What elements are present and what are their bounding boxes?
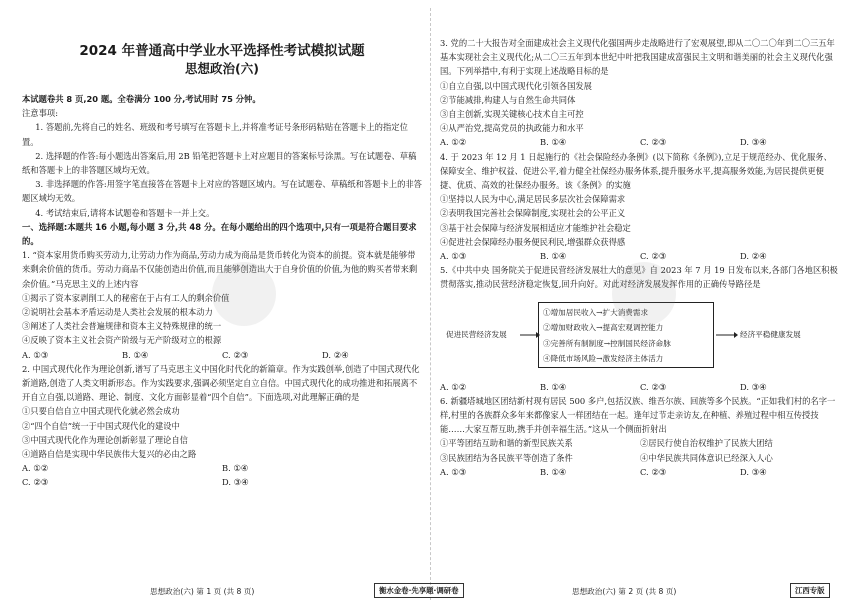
watermark-logo: [212, 262, 276, 326]
question-stem: 5.《中共中央 国务院关于促进民营经济发展壮大的意见》自 2023 年 7 月 19 日发布以来,各部门各地区积极贯彻落实,推动民营经济稳定恢复,回升向好。对此对经济发展发挥作用的正确传导路径是: [440, 265, 838, 290]
question-3: [440, 36, 840, 150]
option-b: B. ①④: [540, 251, 567, 262]
option-d: D. ③④: [740, 466, 767, 477]
question-item: ②“四个自信”统一于中国式现代化的建设中: [22, 420, 180, 431]
diagram-item: ④降低市场风险→激发经济主体活力: [543, 354, 664, 364]
option-b: B. ①④: [122, 349, 149, 360]
note-1: 1. 答题前,先将自己的姓名、班级和考号填写在答题卡上,并将准考证号条形码粘贴在答题卡上的指定位置。: [22, 122, 408, 147]
answer-options: [440, 465, 840, 479]
exam-intro: 本试题卷共 8 页,20 题。全卷满分 100 分,考试用时 75 分钟。: [22, 94, 261, 104]
question-item: ②节能减排,构建人与自然生命共同体: [440, 94, 576, 105]
answer-options: [440, 135, 840, 149]
watermark-logo: [612, 262, 676, 326]
question-item: ①自立自强,以中国式现代化引领各国发展: [440, 80, 592, 91]
left-column: [22, 0, 422, 490]
question-item: ④中华民族共同体意识已经深入人心: [640, 452, 773, 463]
option-d: D. ②④: [322, 349, 349, 360]
section-heading: 一、选择题:本题共 16 小题,每小题 3 分,共 48 分。在每小题给出的四个选项中,只有一项是符合题目要求的。: [22, 221, 417, 247]
answer-options: [22, 461, 422, 489]
question-item: ④从严治党,提高党员的执政能力和水平: [440, 123, 584, 134]
column-divider: [430, 8, 431, 600]
option-a: A. ①②: [440, 137, 467, 148]
option-a: A. ①③: [22, 349, 49, 360]
option-b: B. ①④: [540, 137, 567, 148]
option-c: C. ②③: [222, 349, 249, 360]
question-item: ①揭示了资本家剥削工人的秘密在于占有工人的剩余价值: [22, 292, 230, 303]
option-d: D. ③④: [740, 381, 767, 392]
question-6: [440, 394, 840, 479]
option-c: C. ②③: [640, 381, 667, 392]
answer-options: [440, 380, 840, 394]
question-stem: 2. 中国式现代化作为理论创新,谱写了马克思主义中国化时代化的新篇章。作为实践创举,创造了中国式现代化新道路,创造了人类文明新形态。作为实践要求,强调必须坚定自立自信。中国式现代化的成功推进和拓展离不开自立自强,以道路、理论、制度、文化方面彰显着“四个自信”。下面选项,对此理解正确的是: [22, 363, 420, 403]
page-footer-right: 思想政治(六) 第 2 页 (共 8 页): [572, 587, 677, 596]
question-item: ③自主创新,实现关键核心技术自主可控: [440, 109, 584, 120]
question-item: ①平等团结互助和谐的新型民族关系: [440, 438, 573, 449]
option-c: C. ②③: [22, 477, 49, 488]
question-item: ④促进社会保障经办服务便民利民,增强群众获得感: [440, 236, 626, 247]
option-d: D. ③④: [222, 477, 249, 488]
question-item: ①坚持以人民为中心,满足居民多层次社会保障需求: [440, 194, 626, 205]
option-b: B. ①④: [222, 463, 249, 474]
question-item: ③阐述了人类社会普遍规律和资本主义特殊规律的统一: [22, 321, 222, 332]
answer-options: [440, 249, 840, 263]
option-a: A. ①②: [440, 381, 467, 392]
page-footer-left: 思想政治(六) 第 1 页 (共 8 页): [150, 587, 255, 596]
question-stem: 4. 于 2023 年 12 月 1 日起施行的《社会保险经办条例》(以下简称《条例》),立足于规范经办、优化服务、保障安全、维护权益、促进公平,着力健全社保经办服务体系,提升服务水平,提高服务效能,为居民提供更便捷、优质、高效的社保经办服务。该《条例》的实施: [440, 151, 832, 191]
question-item: ④反映了资本主义社会资产阶级与无产阶级对立的根源: [22, 335, 222, 346]
question-item: ②表明我国完善社会保障制度,实现社会的公平正义: [440, 208, 626, 219]
option-b: B. ①④: [540, 381, 567, 392]
question-stem: 1. “资本家用货币购买劳动力,让劳动力作为商品,劳动力成为商品是货币转化为资本的前提。资本就是能够带来剩余价值的货币。劳动力商品不仅能创造出价值,而且能够创造出大于自身价值的价值,为他的购买者带来剩余价值。”马克思主义的上述内容: [22, 250, 418, 289]
right-column: [440, 36, 840, 479]
edition-tag: 江西专版: [790, 583, 830, 598]
question-item: ③基于社会保障与经济发展相适应才能维护社会稳定: [440, 222, 631, 233]
note-2: 2. 选择题的作答:每小题选出答案后,用 2B 铅笔把答题卡上对应题目的答案标号涂黑。写在试题卷、草稿纸和答题卡上的非答题区域均无效。: [22, 150, 417, 176]
publisher-tag: 衡水金卷·先享题·调研卷: [374, 583, 464, 598]
question-item: ④道路自信是实现中华民族伟大复兴的必由之路: [22, 449, 197, 460]
option-c: C. ②③: [640, 137, 667, 148]
option-c: C. ②③: [640, 251, 667, 262]
question-2: [22, 362, 422, 490]
question-item: ②说明社会基本矛盾运动是人类社会发展的根本动力: [22, 307, 213, 318]
arrowhead: [734, 332, 738, 338]
option-a: A. ①③: [440, 251, 467, 262]
question-item: ①只要自信自立中国式现代化就必然会成功: [22, 406, 180, 417]
diagram-left-label: 促进民营经济发展: [446, 329, 507, 339]
option-b: B. ①④: [540, 466, 567, 477]
option-a: A. ①③: [440, 466, 467, 477]
question-4: [440, 150, 840, 264]
option-a: A. ①②: [22, 463, 49, 474]
question-item: ③中国式现代化作为理论创新彰显了理论自信: [22, 434, 188, 445]
diagram-right-label: 经济平稳健康发展: [740, 329, 801, 339]
answer-options: [22, 348, 422, 362]
note-4: 4. 考试结束后,请将本试题卷和答题卡一并上交。: [35, 207, 215, 218]
option-d: D. ③④: [740, 137, 767, 148]
notes-label: 注意事项:: [22, 108, 58, 119]
question-stem: 6. 新疆塔城地区团结新村现有居民 500 多户,包括汉族、维吾尔族、回族等多个民族。“正如我们村的名字一样,村里的各族群众多年来都像家人一样团结在一起。逢年过节走亲访友,在种植、养殖过程中相互传授技能……大家互帮互助,携手并创幸福生活。”这从一个侧面折射出: [440, 395, 836, 435]
statement-items: [440, 436, 840, 464]
option-c: C. ②③: [640, 466, 667, 477]
exam-title: 2024 年普通高中学业水平选择性考试模拟试题: [79, 43, 365, 59]
question-item: ②居民行使自治权维护了民族大团结: [640, 438, 773, 449]
diagram-item: ①增加居民收入→扩大消费需求: [543, 307, 649, 317]
exam-subtitle: 思想政治(六): [185, 61, 259, 76]
diagram-item: ③完善所有制制度→控制国民经济命脉: [543, 338, 671, 348]
option-d: D. ②④: [740, 251, 767, 262]
diagram-item: ②增加财政收入→提高宏观调控能力: [543, 323, 664, 333]
question-item: ③民族团结为各民族平等创造了条件: [440, 452, 573, 463]
note-3: 3. 非选择题的作答:用签字笔直接答在答题卡上对应的答题区域内。写在试题卷、草稿纸和答题卡上的非答题区域均无效。: [22, 179, 422, 204]
question-stem: 3. 党的二十大报告对全面建成社会主义现代化强国两步走战略进行了宏观展望,即从二〇二〇年到二〇三五年基本实现社会主义现代化;从二〇三五年到本世纪中叶把我国建成富强民主文明和谐美丽的社会主义现代化强国。下列举措中,有利于实现上述战略目标的是: [440, 38, 835, 77]
